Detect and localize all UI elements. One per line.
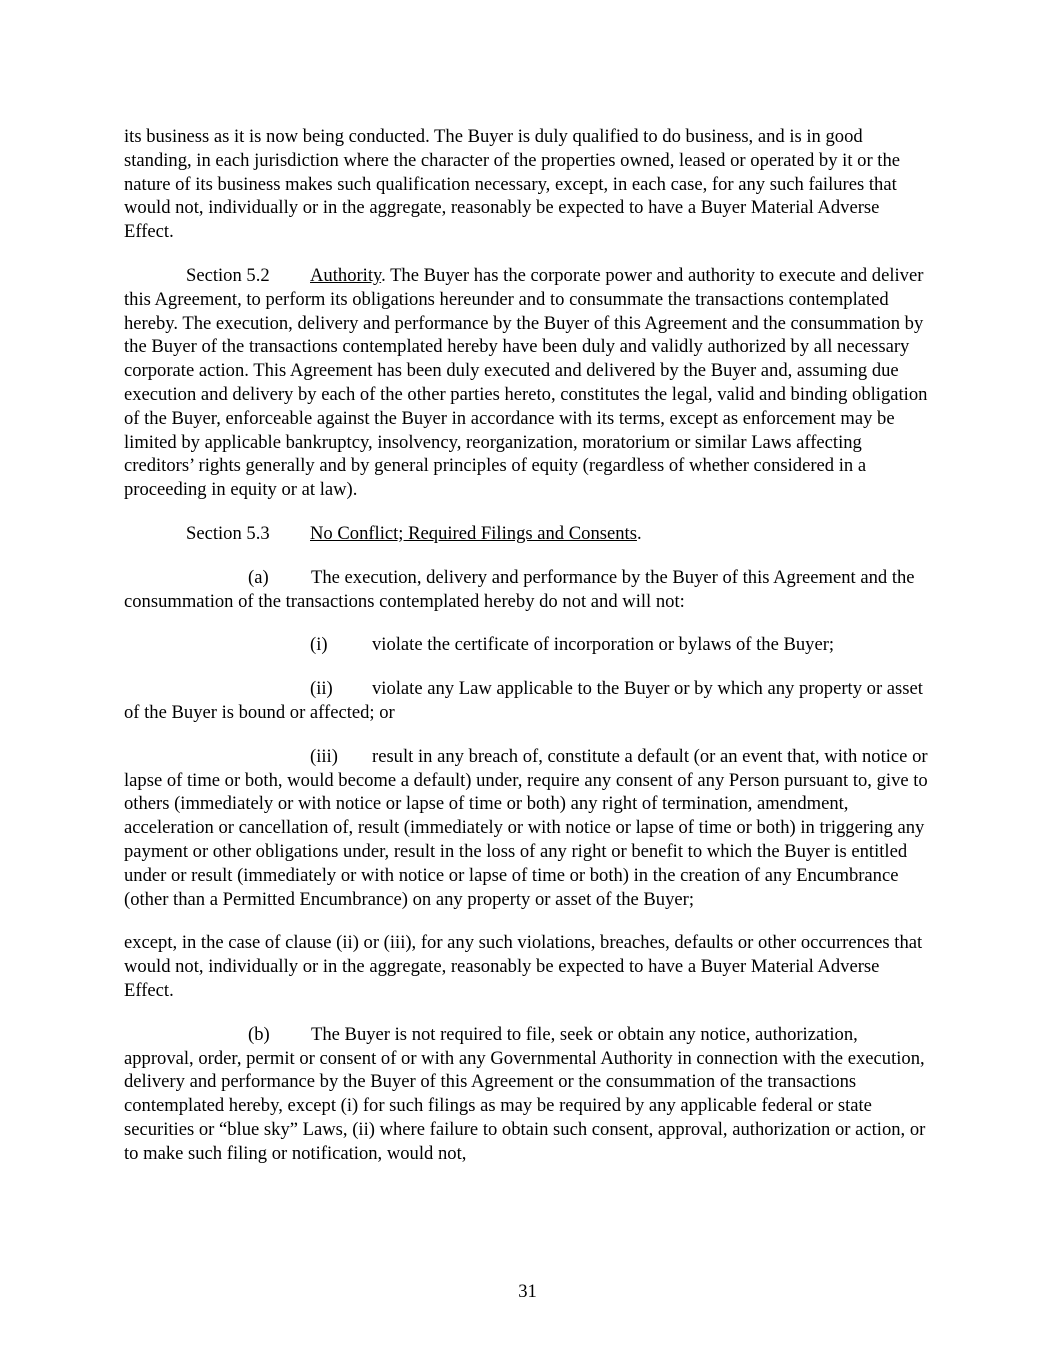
clause-i — [124, 633, 930, 657]
section-5-3-title: No Conflict; Required Filings and Consents — [310, 522, 637, 544]
clause-b-label: (b) — [248, 1023, 270, 1045]
clause-i-text: violate the certificate of incorporation or bylaws of the Buyer; — [372, 634, 835, 656]
clause-iii — [124, 745, 930, 912]
clause-ii-text: violate any Law applicable to the Buyer or by which any property or asset of the Buyer is bound or affected; or — [124, 678, 923, 723]
section-5-2: Section 5.2 Authority. The Buyer has the corporate power and authority to execute and deliver this Agreement, to perform its obligations hereunder and to consummate the transactions contemplated hereby. The execution, delivery and performance by the Buyer of this Agreement and the consummation by the Buyer of the transactions contemplated hereby have been duly and validly authorized by all necessary corporate action. This Agreement has been duly executed and delivered by the Buyer and, assuming due execution and delivery by each of the other parties hereto, constitutes the legal, valid and binding obligation of the Buyer, enforceable against the Buyer in accordance with its terms, except as enforcement may be limited by applicable bankruptcy, insolvency, reorganization, moratorium or similar Laws affecting creditors’ rights generally and by general principles of equity (regardless of whether considered in a proceeding in equity or at law). — [124, 264, 928, 501]
section-5-3-number: Section 5.3 — [186, 522, 270, 544]
clause-iii-text: result in any breach of, constitute a default (or an event that, with notice or lapse of time or both, would become a default) under, require any consent of any Person pursuant to, give to others (immediately or with notice or lapse of time or both) any right of termination, amendment, acceleration or cancellation of, result (immediately or with notice or lapse of time or both) in triggering any payment or other obligations under, result in the loss of any right or benefit to which the Buyer is entitled under or result (immediately or with notice or lapse of time or both) in the creation of any Encumbrance (other than a Permitted Encumbrance) on any property or asset of the Buyer; — [124, 745, 928, 910]
section-5-2-text: The Buyer has the corporate power and authority to execute and deliver this Agreement, to perform its obligations hereunder and to consummate the transactions contemplated hereby. The execution, delivery and performance by the Buyer of this Agreement and the consummation by the Buyer of the transactions contemplated hereby have been duly and validly authorized by all necessary corporate action. This Agreement has been duly executed and delivered by the Buyer and, assuming due execution and delivery by each of the other parties hereto, constitutes the legal, valid and binding obligation of the Buyer, enforceable against the Buyer in accordance with its terms, except as enforcement may be limited by applicable bankruptcy, insolvency, reorganization, moratorium or similar Laws affecting creditors’ rights generally and by general principles of equity (regardless of whether considered in a proceeding in equity or at law). — [124, 264, 928, 501]
clause-ii-label: (ii) — [310, 678, 333, 700]
clause-b — [124, 1023, 930, 1166]
clause-a-text: The execution, delivery and performance by the Buyer of this Agreement and the consummation of the transactions contemplated hereby do not and will not: — [124, 566, 915, 612]
except-paragraph: except, in the case of clause (ii) or (iii), for any such violations, breaches, defaults or other occurrences that would not, individually or in the aggregate, reasonably be expected to have a Buyer Material Adverse Effect. — [124, 932, 923, 1001]
page-number: 31 — [518, 1281, 537, 1302]
clause-a-label: (a) — [248, 566, 269, 588]
clause-b-text: The Buyer is not required to file, seek or obtain any notice, authorization, approval, order, permit or consent of or with any Governmental Authority in connection with the execution, delivery and performance by the Buyer of this Agreement or the consummation of the transactions contemplated hereby, except (i) for such filings as may be required by any applicable federal or state securities or “blue sky” Laws, (ii) where failure to obtain such consent, approval, authorization or action, or to make such filing or notification, would not, — [124, 1023, 926, 1164]
clause-iii-label: (iii) — [310, 745, 338, 767]
section-5-2-number: Section 5.2 — [186, 264, 270, 286]
clause-i-label: (i) — [310, 634, 328, 656]
section-5-3: Section 5.3 No Conflict; Required Filings and Consents. — [186, 522, 642, 544]
clause-ii — [124, 677, 930, 725]
intro-paragraph: its business as it is now being conducted. The Buyer is duly qualified to do business, and is in good standing, in each jurisdiction where the character of the properties owned, leased or operated by it or the nature of its business makes such qualification necessary, except, in each case, for any such failures that would not, individually or in the aggregate, reasonably be expected to have a Buyer Material Adverse Effect. — [124, 126, 900, 243]
clause-a — [124, 566, 930, 614]
document-page — [124, 125, 930, 1185]
section-5-2-title: Authority — [310, 264, 382, 286]
